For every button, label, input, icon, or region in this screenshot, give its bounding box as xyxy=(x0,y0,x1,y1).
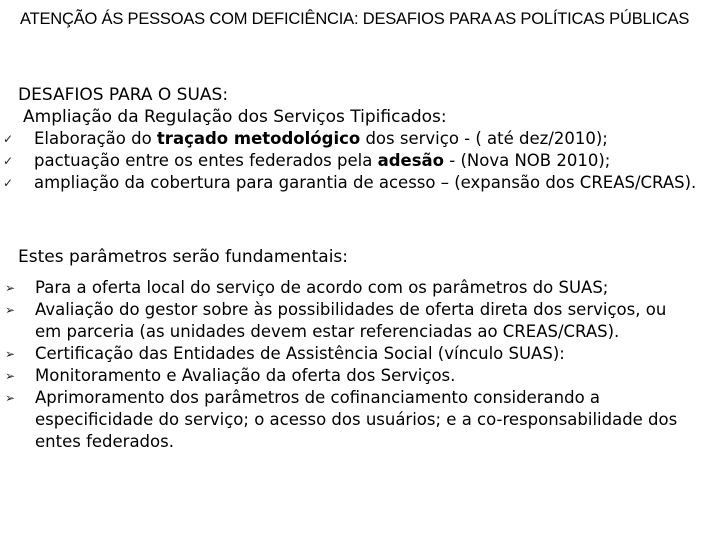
arrow-bullet-icon: ➢ xyxy=(5,369,16,383)
list-item xyxy=(0,343,708,365)
list-item xyxy=(0,172,712,194)
list-item xyxy=(0,365,708,387)
item-text: Monitoramento e Avaliação da oferta dos Serviços. xyxy=(35,366,456,385)
list-item xyxy=(0,299,708,343)
checkmark-icon: ✓ xyxy=(3,154,14,168)
subheading-ampliacao: Ampliação da Regulação dos Serviços Tipificados: xyxy=(23,107,447,127)
list-item xyxy=(0,128,712,150)
section-heading-parametros: Estes parâmetros serão fundamentais: xyxy=(18,247,349,267)
item-text: Certificação das Entidades de Assistência Social (vínculo SUAS): xyxy=(35,344,565,363)
checklist xyxy=(0,128,712,194)
item-text: Avaliação do gestor sobre às possibilidades de oferta direta dos serviços, ou em parceria (as unidades devem estar referenciadas ao CREAS/CRAS). xyxy=(35,300,667,341)
list-item xyxy=(0,387,708,453)
checkmark-icon: ✓ xyxy=(3,176,14,190)
item-bold-text: adesão xyxy=(377,151,445,170)
item-text: Aprimoramento dos parâmetros de cofinanciamento considerando a especificidade do serviço; o acesso dos usuários; e a co-responsabilidade dos entes federados. xyxy=(35,388,678,451)
slide-title: ATENÇÃO ÁS PESSOAS COM DEFICIÊNCIA: DESAFIOS PARA AS POLÍTICAS PÚBLICAS xyxy=(20,10,690,28)
item-text: dos serviço - ( até dez/2010); xyxy=(360,129,608,148)
arrow-bullet-icon: ➢ xyxy=(5,391,16,405)
section-heading-desafios: DESAFIOS PARA O SUAS: xyxy=(18,85,229,105)
arrow-list xyxy=(0,277,708,453)
arrow-bullet-icon: ➢ xyxy=(5,281,16,295)
item-bold-text: traçado metodológico xyxy=(156,129,361,148)
checkmark-icon: ✓ xyxy=(3,132,14,146)
list-item xyxy=(0,277,708,299)
item-text: Para a oferta local do serviço de acordo com os parâmetros do SUAS; xyxy=(35,278,609,297)
arrow-bullet-icon: ➢ xyxy=(5,347,16,361)
item-text: - (Nova NOB 2010); xyxy=(444,151,611,170)
item-text: ampliação da cobertura para garantia de acesso – (expansão dos CREAS/CRAS). xyxy=(34,173,697,192)
item-text: pactuação entre os entes federados pela xyxy=(34,151,378,170)
item-text: Elaboração do xyxy=(34,129,157,148)
arrow-bullet-icon: ➢ xyxy=(5,303,16,317)
list-item xyxy=(0,150,712,172)
